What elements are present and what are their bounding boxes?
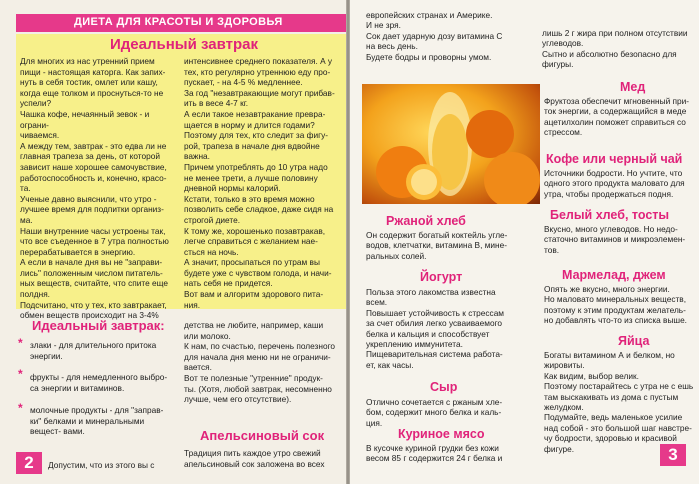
text-line: нать себя не придется. — [184, 278, 273, 289]
text-line: Будете бодры и проворны умом. — [366, 51, 492, 62]
section-banner: ДИЕТА ДЛЯ КРАСОТЫ И ЗДОРОВЬЯ — [16, 14, 346, 32]
text-line: работоспособность и, конечно, красо- — [20, 172, 167, 183]
text-line: одного этого продукта маловато для — [544, 178, 685, 189]
text-line: строгой диете. — [184, 214, 241, 225]
text-line: водов, клетчатки, витамина В, мине- — [366, 240, 507, 251]
text-line: поэтому к этим продуктам желатель- — [544, 304, 686, 315]
text-line: Подумайте, ведь маленькое усилие — [544, 412, 683, 423]
text-line: главная трапеза за день, от которой — [20, 151, 160, 162]
text-line: европейских странах и Америке. — [366, 10, 493, 20]
text-line: за счет обилия легко усваиваемого — [366, 318, 503, 329]
text-line: Сытно и абсолютно безопасно для — [542, 48, 677, 59]
text-line: рой, трапеза в начале дня вдвойне — [184, 140, 320, 151]
section-heading: Белый хлеб, тосты — [550, 208, 670, 222]
text-line: А если в начале дня вы не "заправи- — [20, 257, 163, 268]
text-line: там выскакивать из дома с пустым — [544, 391, 679, 402]
text-line: жировиты. — [544, 360, 585, 371]
text-line: А между тем, завтрак - это едва ли не — [20, 140, 167, 151]
text-line: обмен веществ происходит на 3-4% — [20, 310, 159, 321]
left-column-2-bottom — [184, 320, 344, 405]
text-line: Вкусно, много углеводов. Но недо- — [544, 224, 678, 234]
text-line: А значит, просыпаться по утрам вы — [184, 257, 320, 268]
text-line: позволить себе сладкое, даже сидя на — [184, 204, 334, 215]
text-line: лишь 2 г жира при полном отсутствии — [542, 28, 688, 38]
text-line: ацетилхолин поможет справиться со — [544, 116, 686, 127]
text-line: ет, как часы. — [366, 359, 414, 370]
text-line: Сок дает ударную дозу витамина С — [366, 30, 503, 41]
orange-juice-text — [184, 448, 344, 469]
left-column-1 — [20, 56, 180, 321]
text-line: Опять же вкусно, много энергии. — [544, 284, 670, 294]
text-line: Ученые давно выяснили, что утро - — [20, 193, 157, 204]
text-line: ты. (Хотя, любой завтрак, несомненно — [184, 383, 332, 394]
text-line: апельсиновый сок заложена во всех — [184, 458, 325, 469]
text-line: ральных солей. — [366, 250, 427, 261]
orange-juice-photo — [362, 84, 540, 204]
yogurt-text — [366, 287, 538, 370]
text-line: тов. — [544, 244, 560, 255]
text-line: лучшее время для подпитки организ- — [20, 204, 164, 215]
text-line: дневной нормы калорий. — [184, 183, 281, 194]
text-line: К нам, по счастью, перечень полезного — [184, 341, 336, 352]
text-line: утра, чтобы продержаться подня. — [544, 188, 674, 199]
text-line: И не зря. — [366, 20, 401, 31]
text-line: на весь день. — [366, 41, 418, 52]
text-line: всем. — [366, 297, 388, 308]
bullet-item: фрукты - для немедленного выбро- са энергии и витаминов. — [30, 372, 168, 393]
text-line: Отлично сочетается с ржаным хле- — [366, 397, 503, 407]
text-line: фигуре. — [544, 443, 575, 454]
text-line: сться на ночь. — [184, 246, 239, 257]
text-line: Он содержит богатый коктейль угле- — [366, 230, 508, 240]
section-heading: Сыр — [430, 380, 458, 394]
subtitle: Идеальный завтрак: — [32, 318, 165, 333]
text-line: А если такое незавтракание превра- — [184, 108, 326, 119]
text-line: ить в весе 4-7 кг. — [184, 98, 249, 109]
text-line: та. — [20, 183, 31, 194]
text-line: Польза этого лакомства известна — [366, 287, 496, 297]
text-line: Но маловато минеральных веществ, — [544, 294, 687, 305]
bullet-star-icon: * — [18, 336, 23, 350]
text-line: Поэтому постарайтесь с утра не с ешь — [544, 381, 694, 392]
section-heading: Кофе или черный чай — [546, 152, 683, 166]
coffee-text — [544, 168, 694, 199]
text-line: Поэтому для тех, кто следит за фигу- — [184, 130, 329, 141]
text-line: ных веществ, считайте, что спите еще — [20, 278, 168, 289]
text-line: но добавлять что-то из списка выше. — [544, 315, 687, 326]
page-title: Идеальный завтрак — [110, 36, 258, 53]
text-line: Как видим, выбор велик. — [544, 370, 639, 381]
text-line: Вот те полезные "утренние" продук- — [184, 372, 323, 383]
text-line: чиваемся. — [20, 130, 60, 141]
text-line: ция. — [366, 417, 383, 428]
text-line: интенсивнее среднего показателя. А у — [184, 56, 333, 66]
text-line: над собой - это большой шаг навстре- — [544, 422, 692, 433]
text-line: укреплению иммунитета. — [366, 339, 463, 350]
text-line: ния. — [184, 299, 201, 310]
section-heading: Куриное мясо — [398, 427, 485, 441]
text-line: бом, содержит много белка и каль- — [366, 407, 502, 418]
page-number: 3 — [660, 444, 686, 466]
text-line: полдня. — [20, 289, 50, 300]
jam-text — [544, 284, 694, 326]
text-line: для начала дня меню ни не ограничи- — [184, 351, 331, 362]
bread-text — [366, 230, 538, 261]
text-line: В кусочке куриной грудки без кожи — [366, 443, 499, 453]
text-line: Кстати, только в это время можно — [184, 193, 315, 204]
text-line: лучше, чем его отсутствие). — [184, 394, 292, 405]
orange-juice-title: Апельсиновый сок — [200, 428, 325, 443]
text-line: когда еще толком и проснуться-то не — [20, 87, 164, 98]
section-heading: Йогурт — [420, 270, 463, 284]
section-heading: Яйца — [618, 334, 650, 348]
bullet-star-icon: * — [18, 401, 23, 415]
text-line: К тому же, хорошенько позавтракав, — [184, 225, 326, 236]
page-number: 2 — [16, 452, 42, 474]
text-line: Вот вам и алгоритм здорового пита- — [184, 289, 324, 300]
text-line: ток энергии, а содержащийся в меде — [544, 106, 687, 117]
chicken-text — [366, 443, 538, 464]
text-line: Наши внутренние часы устроены так, — [20, 225, 166, 236]
text-line: углеводов. — [542, 38, 584, 49]
text-line: перерабатывается в энергию. — [20, 246, 136, 257]
text-line: или молоко. — [184, 330, 231, 341]
white-bread-text — [544, 224, 694, 255]
text-line: стрессом. — [544, 127, 583, 138]
text-line: Чашка кофе, нечаянный зевок - и ограни- — [20, 108, 150, 130]
text-line: не менее трети, а лучше половину — [184, 172, 318, 183]
text-line: будете уже с чувством голода, и начи- — [184, 267, 332, 278]
section-heading: Ржаной хлеб — [386, 214, 466, 228]
text-line: пускает, - на 4-5 % медленнее. — [184, 77, 303, 88]
text-line: нуть в себя тостик, омлет или кашу, — [20, 77, 158, 88]
text-line: детства не любите, например, каши — [184, 320, 324, 330]
text-line: Подсчитано, что у тех, кто завтракает, — [20, 299, 167, 310]
text-line: что все съеденное в 7 утра полностью — [20, 236, 169, 247]
cheese-text — [366, 397, 538, 428]
bottom-line: Допустим, что из этого вы с — [48, 460, 155, 470]
text-line: щается в норму и длится годами? — [184, 119, 315, 130]
text-line: Причем употреблять до 10 утра надо — [184, 161, 328, 172]
right-top-col-1 — [366, 10, 536, 62]
text-line: фигуры. — [542, 59, 574, 70]
right-page — [350, 0, 699, 484]
text-line: Для многих из нас утренний прием — [20, 56, 155, 66]
text-line: желудком. — [544, 402, 584, 413]
eggs-text — [544, 350, 694, 454]
left-column-2 — [184, 56, 344, 310]
text-line: Пищеварительная система работа- — [366, 349, 503, 360]
section-heading: Мед — [620, 80, 646, 94]
text-line: весом 85 г содержится 24 г белка и — [366, 453, 503, 464]
text-line: пищи - настоящая каторга. Как запих- — [20, 66, 166, 77]
left-page — [0, 0, 346, 484]
text-line: легче справиться с желанием нае- — [184, 236, 318, 247]
text-line: За год "незавтракающие могут прибав- — [184, 87, 335, 98]
text-line: тех, кто регулярно утреннюю еду про- — [184, 66, 331, 77]
text-line: Фруктоза обеспечит мгновенный при- — [544, 96, 690, 106]
text-line: чу бодрости, здоровью и красивой — [544, 433, 677, 444]
text-line: зависит наше хорошее самочувствие, — [20, 161, 167, 172]
text-line: вается. — [184, 362, 212, 373]
text-line: белка и кальция и способствует — [366, 328, 490, 339]
text-line: Источники бодрости. Но учтите, что — [544, 168, 683, 178]
text-line: Повышает устойчивость к стрессам — [366, 307, 505, 318]
text-line: Традиция пить каждое утро свежий — [184, 448, 321, 458]
bullet-item: злаки - для длительного притока энергии. — [30, 340, 157, 361]
honey-text — [544, 96, 694, 138]
text-line: успели? — [20, 98, 52, 109]
text-line: лись" положенным числом питатель- — [20, 267, 163, 278]
text-line: ма. — [20, 214, 33, 225]
text-line: статочно витаминов и микроэлемен- — [544, 234, 686, 245]
text-line: важна. — [184, 151, 210, 162]
section-heading: Мармелад, джем — [562, 268, 666, 282]
bullet-star-icon: * — [18, 367, 23, 381]
right-top-col-2 — [542, 28, 692, 70]
text-line: Богаты витамином А и белком, но — [544, 350, 675, 360]
bullet-item: молочные продукты - для "заправ- ки" белками и минеральными вещест- вами. — [30, 405, 164, 437]
